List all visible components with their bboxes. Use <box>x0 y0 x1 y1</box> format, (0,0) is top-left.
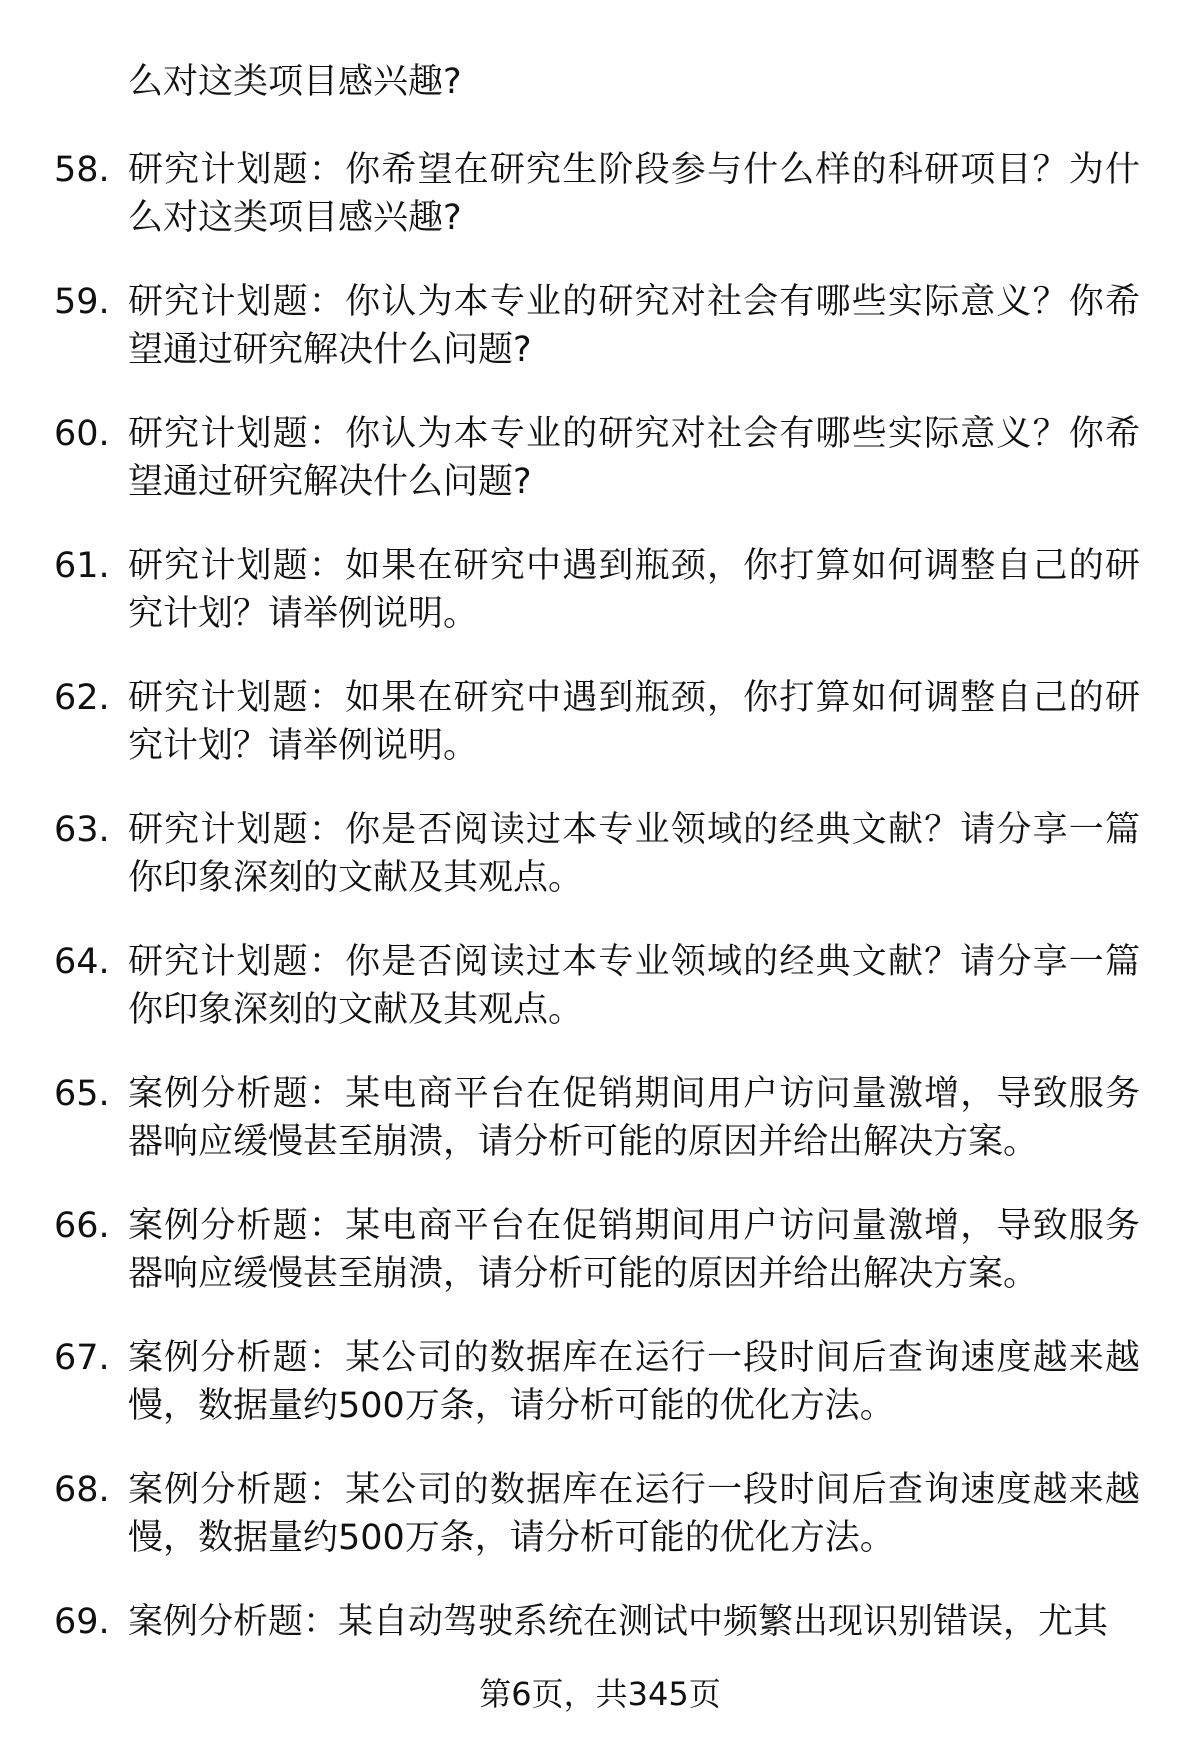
question-item <box>0 806 1200 938</box>
question-number: 66. <box>54 1206 110 1246</box>
question-text: 案例分析题：某自动驾驶系统在测试中频繁出现识别错误，尤其 <box>128 1602 1109 1642</box>
question-text: 案例分析题：某公司的数据库在运行一段时间后查询速度越来越慢，数据量约500万条，请分析可能的优化方法。 <box>128 1338 1140 1426</box>
question-text: 研究计划题：你认为本专业的研究对社会有哪些实际意义？你希望通过研究解决什么问题? <box>128 282 1140 370</box>
continued-question-text: 么对这类项目感兴趣? <box>128 62 462 102</box>
question-item <box>0 1202 1200 1334</box>
question-item <box>0 542 1200 674</box>
question-number: 59. <box>54 282 110 322</box>
question-number: 63. <box>54 810 110 850</box>
question-text: 研究计划题：如果在研究中遇到瓶颈，你打算如何调整自己的研究计划？请举例说明。 <box>128 546 1140 634</box>
question-text: 研究计划题：你希望在研究生阶段参与什么样的科研项目？为什么对这类项目感兴趣? <box>128 150 1140 238</box>
question-number: 58. <box>54 150 110 190</box>
question-number: 64. <box>54 942 110 982</box>
question-number: 61. <box>54 546 110 586</box>
question-number: 67. <box>54 1338 110 1378</box>
question-number: 68. <box>54 1470 110 1510</box>
question-text: 案例分析题：某电商平台在促销期间用户访问量激增，导致服务器响应缓慢甚至崩溃，请分析可能的原因并给出解决方案。 <box>128 1206 1140 1294</box>
question-text: 研究计划题：如果在研究中遇到瓶颈，你打算如何调整自己的研究计划？请举例说明。 <box>128 678 1140 766</box>
question-item <box>0 410 1200 542</box>
question-text: 研究计划题：你是否阅读过本专业领域的经典文献？请分享一篇你印象深刻的文献及其观点。 <box>128 810 1140 898</box>
question-number: 60. <box>54 414 110 454</box>
question-number: 62. <box>54 678 110 718</box>
question-text: 案例分析题：某公司的数据库在运行一段时间后查询速度越来越慢，数据量约500万条，请分析可能的优化方法。 <box>128 1470 1140 1558</box>
question-item <box>0 278 1200 410</box>
question-item <box>0 938 1200 1070</box>
question-text: 研究计划题：你认为本专业的研究对社会有哪些实际意义？你希望通过研究解决什么问题? <box>128 414 1140 502</box>
question-list <box>0 146 1200 1730</box>
question-item <box>0 1466 1200 1598</box>
question-item <box>0 1070 1200 1202</box>
question-item <box>0 674 1200 806</box>
question-item <box>0 146 1200 278</box>
page-number-footer: 第6页，共345页 <box>479 1675 721 1713</box>
question-number: 69. <box>54 1602 110 1642</box>
question-text: 案例分析题：某电商平台在促销期间用户访问量激增，导致服务器响应缓慢甚至崩溃，请分析可能的原因并给出解决方案。 <box>128 1074 1140 1162</box>
question-number: 65. <box>54 1074 110 1114</box>
question-text: 研究计划题：你是否阅读过本专业领域的经典文献？请分享一篇你印象深刻的文献及其观点。 <box>128 942 1140 1030</box>
question-item <box>0 1334 1200 1466</box>
